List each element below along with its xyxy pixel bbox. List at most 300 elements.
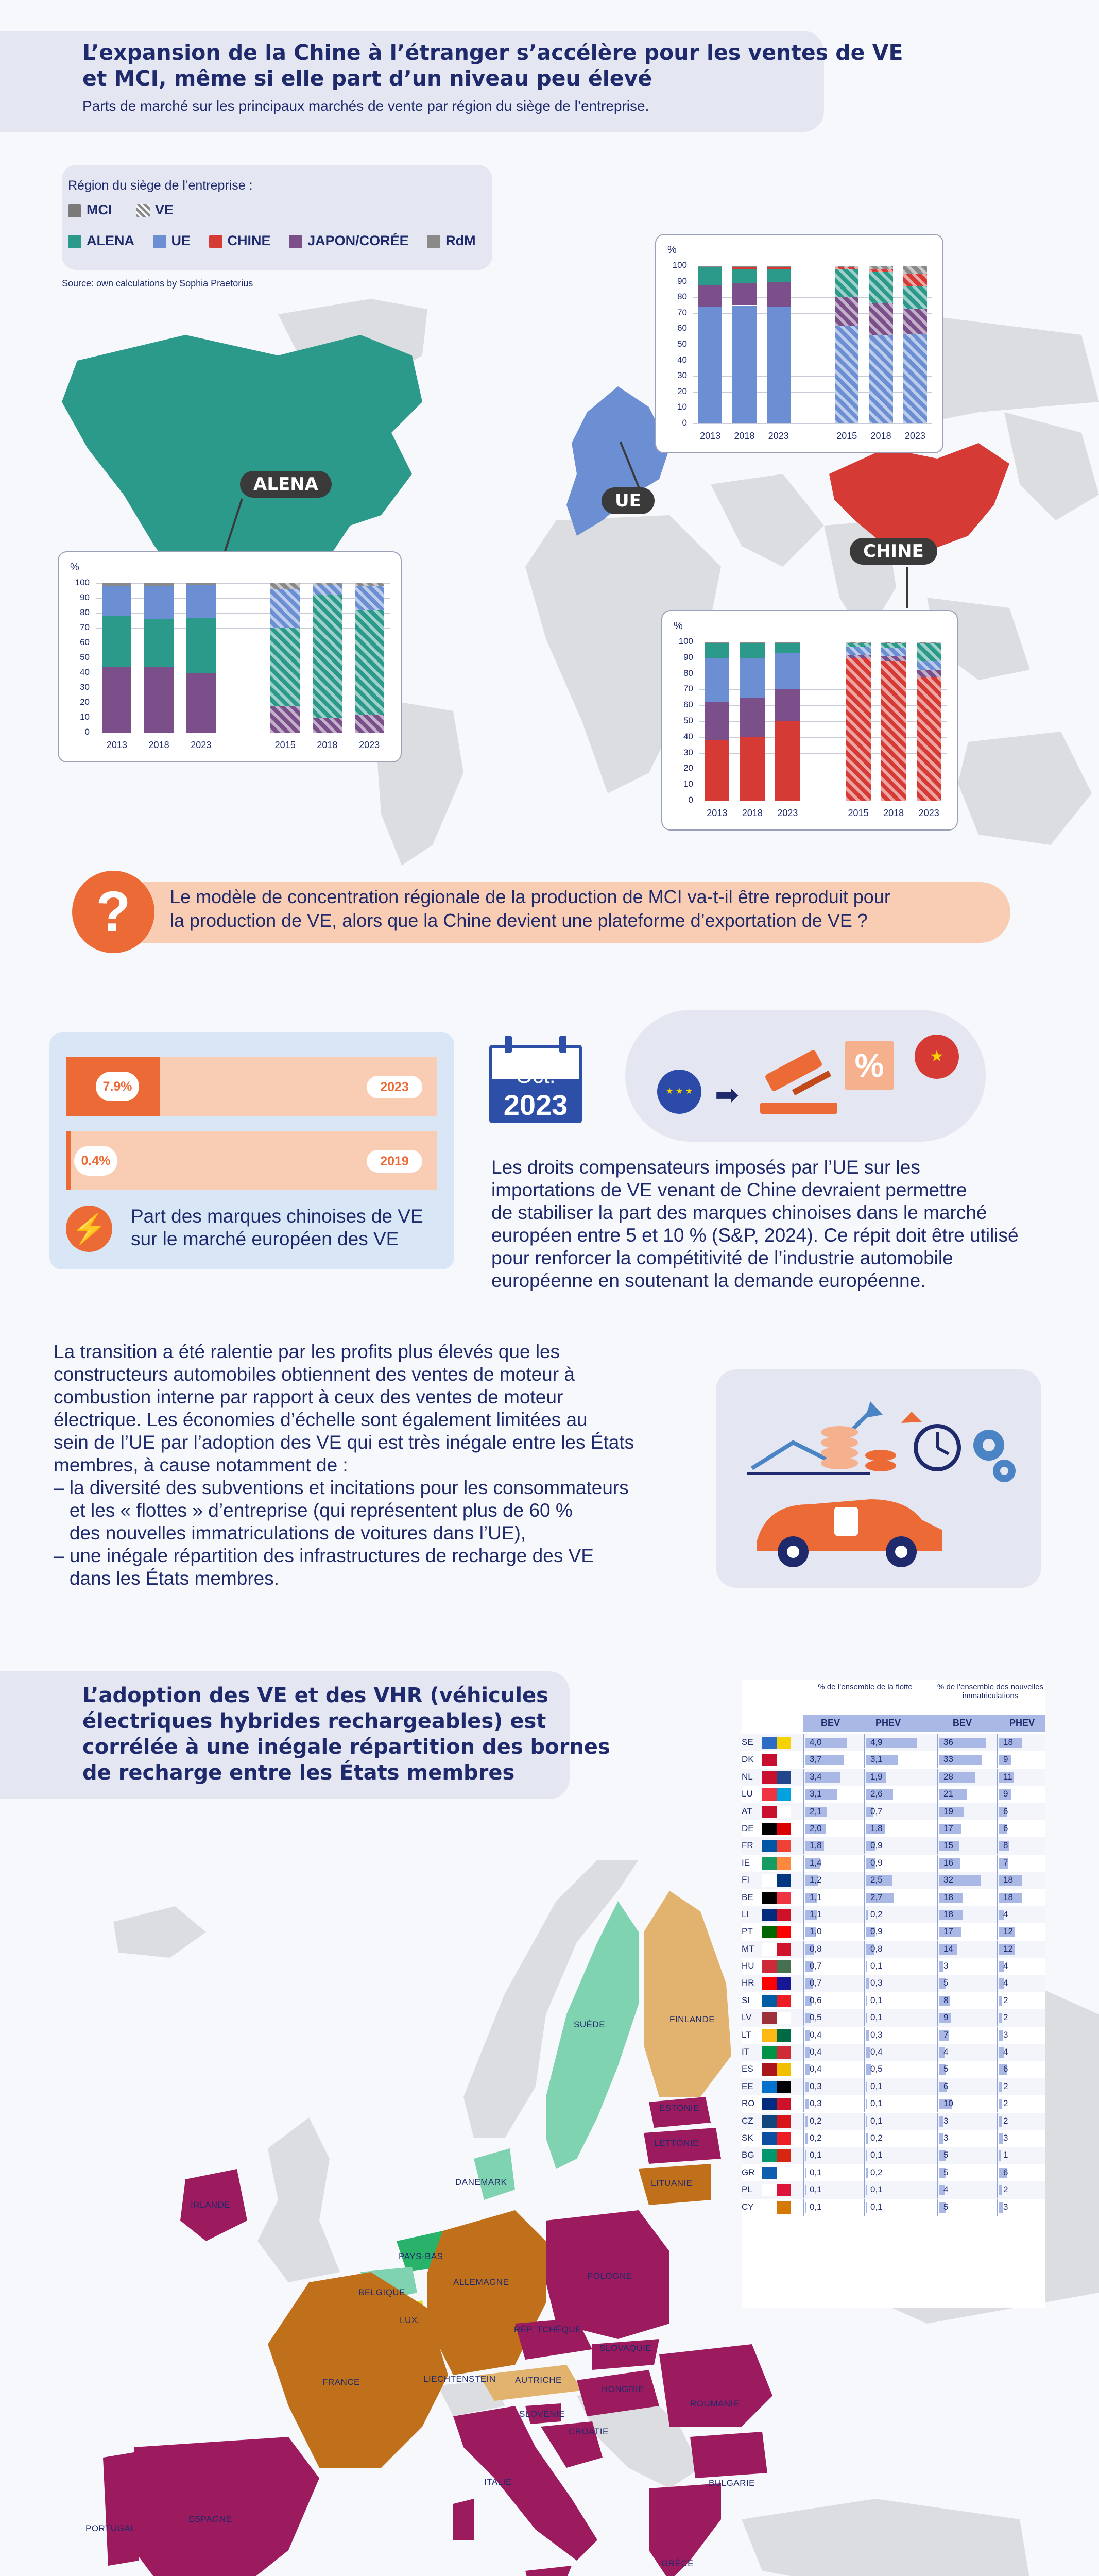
share-year-2023: 2023 <box>367 1076 422 1098</box>
table-row <box>742 1958 1045 1975</box>
table-row <box>742 1837 1045 1854</box>
chart-y-tick: 50 <box>683 716 693 725</box>
table-value: 4 <box>1003 1978 1008 1988</box>
table-value: 0,4 <box>810 2047 822 2057</box>
table-cell-fleet-phev <box>864 2130 922 2147</box>
table-value: 0,1 <box>870 2012 883 2023</box>
table-value: 12 <box>1003 1926 1013 1937</box>
table-value-bar <box>805 2185 806 2195</box>
table-cell-new-phev <box>997 1803 1055 1820</box>
table-value: 0,7 <box>870 1806 883 1816</box>
bar-segment <box>881 656 906 661</box>
country-code: SE <box>742 1737 753 1747</box>
bar-segment <box>869 269 892 272</box>
table-value: 5 <box>943 2167 949 2177</box>
table-cell-new-phev <box>997 2061 1055 2078</box>
table-value: 1,1 <box>810 1892 822 1902</box>
label-irlande: IRLANDE <box>191 2200 231 2210</box>
chine-swatch <box>209 235 222 248</box>
table-value-bar <box>866 2116 867 2127</box>
country-code: LU <box>742 1789 753 1799</box>
tariff-line-2: importations de VE venant de Chine devraient permettre <box>491 1179 967 1200</box>
chart-x-tick: 2018 <box>870 431 891 441</box>
table-cell-new-bev <box>937 2027 995 2044</box>
table-value: 33 <box>943 1754 953 1765</box>
table-value: 6 <box>943 2081 949 2091</box>
table-value: 0,8 <box>810 1943 822 1954</box>
chart-gridline <box>693 392 932 393</box>
table-cell-fleet-phev <box>864 2061 922 2078</box>
legend-region-row <box>68 233 476 249</box>
chart-y-tick: 80 <box>80 607 90 617</box>
table-value: 15 <box>943 1840 953 1851</box>
romania-shape <box>659 2344 772 2427</box>
bar-segment <box>102 616 131 667</box>
table-value: 5 <box>943 2064 949 2074</box>
label-liechtenstein: LIECHTENSTEIN <box>423 2374 496 2384</box>
page-subtitle: Parts de marché sur les principaux marchés de vente par région du siège de l’entreprise. <box>82 98 649 114</box>
turkey-shape <box>742 2499 1030 2576</box>
table-cell-fleet-phev <box>864 1872 922 1889</box>
country-code: FI <box>742 1875 750 1885</box>
table-value: 1,0 <box>810 1926 822 1937</box>
bar-segment <box>869 335 892 423</box>
country-code: CZ <box>742 2115 753 2126</box>
country-flag-icon <box>762 2115 791 2128</box>
bar-segment <box>186 673 216 733</box>
ue-swatch <box>153 235 166 248</box>
table-value: 3,7 <box>810 1754 822 1765</box>
bar-segment <box>144 586 174 619</box>
label-italie: ITALIE <box>484 2477 512 2487</box>
label-pologne: POLOGNE <box>587 2271 632 2281</box>
bar-segment <box>732 306 756 424</box>
table-value-bar <box>999 1996 1002 2006</box>
table-cell-new-bev <box>937 1872 995 1889</box>
label-finlande: FINLANDE <box>669 2014 715 2024</box>
table-value: 2,5 <box>870 1875 883 1885</box>
table-cell-new-phev <box>997 2113 1055 2130</box>
bar-segment <box>355 715 384 733</box>
bar-segment <box>767 267 791 269</box>
middle-east-shape <box>711 474 824 567</box>
col-fleet-bev: BEV <box>821 1718 840 1728</box>
table-value: 0,1 <box>810 2201 822 2212</box>
table-value: 0,1 <box>870 2081 883 2091</box>
table-row <box>742 1751 1045 1768</box>
chart-y-tick: 20 <box>677 386 687 396</box>
table-cell-new-phev <box>997 2027 1055 2044</box>
table-row <box>742 1941 1045 1958</box>
col-fleet-phev: PHEV <box>875 1718 901 1728</box>
table-row <box>742 1889 1045 1906</box>
table-cell-new-phev <box>997 1889 1055 1906</box>
table-value-bar <box>866 1910 868 1920</box>
table-cell-new-phev <box>997 2181 1055 2198</box>
chart-y-tick: 100 <box>678 636 693 646</box>
table-value-bar <box>866 2082 867 2092</box>
table-value: 0,6 <box>810 1995 822 2005</box>
country-flag-icon <box>762 2201 791 2214</box>
bar-segment <box>835 297 858 326</box>
bar-segment <box>732 283 756 306</box>
label-lettonie: LETTONIE <box>654 2138 699 2148</box>
iceland-shape <box>113 1906 206 1958</box>
table-value-bar <box>866 2133 868 2144</box>
table-value-bar <box>866 2047 870 2058</box>
table-cell-new-bev <box>937 2147 995 2164</box>
label-lituanie: LITUANIE <box>651 2178 693 2188</box>
table-value: 4 <box>943 2047 949 2057</box>
table-value-bar <box>999 2185 1002 2195</box>
chart-gridline <box>699 689 947 690</box>
bar-segment <box>775 689 800 721</box>
chart-x-tick: 2018 <box>883 808 904 818</box>
table-value: 0,1 <box>870 2115 883 2126</box>
chart-gridline <box>699 705 947 706</box>
bar-segment <box>313 718 342 733</box>
page-title-line2: et MCI, même si elle part d’un niveau peu élevé <box>82 66 652 91</box>
table-value: 12 <box>1003 1943 1013 1954</box>
chart-y-tick: 50 <box>677 339 687 349</box>
lightning-icon: ⚡ <box>66 1206 112 1252</box>
country-flag-icon <box>762 1909 791 1921</box>
table-cell-fleet-bev <box>803 2044 861 2061</box>
legend-chine-label: CHINE <box>227 233 271 248</box>
table-cell-fleet-bev <box>803 1837 861 1854</box>
table-value-bar <box>805 2202 806 2213</box>
table-value-bar <box>939 2133 943 2144</box>
chart-y-label: % <box>70 562 79 573</box>
table-value-bar <box>939 2116 943 2127</box>
bar-segment <box>775 643 800 653</box>
table-value-bar <box>805 2150 806 2161</box>
country-code: NL <box>742 1771 753 1782</box>
table-value: 4,0 <box>810 1737 822 1747</box>
table-value-bar <box>939 1961 943 1972</box>
table-cell-fleet-bev <box>803 1820 861 1837</box>
table-cell-new-phev <box>997 1751 1055 1768</box>
bar-segment <box>355 586 384 610</box>
table-value: 2 <box>1003 2098 1008 2109</box>
chart-x-tick: 2015 <box>836 431 857 441</box>
label-suede: SUÈDE <box>574 2020 606 2029</box>
table-value: 4 <box>1003 1961 1008 1971</box>
table-row <box>742 2130 1045 2147</box>
table-value-bar <box>999 2133 1003 2144</box>
table-value: 0,3 <box>870 1978 883 1988</box>
bar-segment <box>186 583 216 585</box>
bar-segment <box>835 266 858 267</box>
bar-segment <box>835 267 858 269</box>
chart-x-tick: 2023 <box>191 740 212 750</box>
table-value: 2 <box>1003 1995 1008 2005</box>
table-row <box>742 1975 1045 1992</box>
table-cell-new-bev <box>937 2199 995 2216</box>
table-cell-fleet-phev <box>864 2147 922 2164</box>
label-bulgarie: BULGARIE <box>709 2478 755 2488</box>
bar-segment <box>846 643 871 647</box>
table-value-bar <box>805 2082 809 2092</box>
table-value: 0,4 <box>870 2047 883 2057</box>
table-cell-fleet-bev <box>803 1803 861 1820</box>
table-cell-new-bev <box>937 2009 995 2026</box>
country-flag-icon <box>762 2081 791 2093</box>
table-value: 3,1 <box>810 1789 822 1799</box>
table-cell-new-phev <box>997 1906 1055 1923</box>
label-france: FRANCE <box>322 2377 360 2387</box>
table-value: 0,1 <box>870 1995 883 2005</box>
legend-ve-label: VE <box>155 202 174 217</box>
table-value: 2,1 <box>810 1806 822 1816</box>
table-value: 11 <box>1003 1771 1012 1782</box>
table-cell-fleet-phev <box>864 2027 922 2044</box>
bar-segment <box>767 266 791 267</box>
table-row <box>742 1820 1045 1837</box>
table-row <box>742 1906 1045 1923</box>
table-cell-fleet-phev <box>864 2164 922 2181</box>
chart-gridline <box>693 297 932 298</box>
table-value: 0,4 <box>810 2029 822 2040</box>
table-cell-new-bev <box>937 1958 995 1975</box>
table-value: 0,5 <box>810 2012 822 2023</box>
table-value: 5 <box>943 2201 949 2212</box>
tariff-line-6: européenne en soutenant la demande européenne. <box>491 1270 926 1291</box>
chart-x-tick: 2015 <box>274 740 296 750</box>
table-cell-new-bev <box>937 1889 995 1906</box>
share-year-2019: 2019 <box>367 1150 422 1173</box>
table-cell-new-phev <box>997 1786 1055 1803</box>
country-flag-icon <box>762 1823 791 1835</box>
table-row <box>742 1872 1045 1889</box>
chart-y-tick: 10 <box>677 402 687 412</box>
table-value: 2 <box>1003 2184 1008 2195</box>
chart-gridline <box>693 313 932 314</box>
table-value: 6 <box>1003 2064 1008 2074</box>
country-flag-icon <box>762 2167 791 2179</box>
table-value: 0,2 <box>810 2115 822 2126</box>
chart-y-tick: 40 <box>683 731 693 741</box>
chart-y-tick: 30 <box>683 747 693 757</box>
table-value-bar <box>999 2150 1001 2161</box>
table-value: 0,9 <box>870 1926 883 1937</box>
country-flag-icon <box>762 1737 791 1749</box>
finland-shape <box>644 1891 731 2097</box>
tariff-line-3: de stabiliser la part des marques chinoises dans le marché <box>491 1202 987 1223</box>
chart-y-tick: 40 <box>80 667 90 677</box>
table-value: 6 <box>1003 1806 1008 1816</box>
bar-segment <box>917 661 941 670</box>
table-cell-fleet-bev <box>803 1992 861 2009</box>
bar-segment <box>144 619 174 667</box>
country-code: FR <box>742 1840 753 1851</box>
table-value: 1,8 <box>810 1840 822 1851</box>
table-cell-new-bev <box>937 1855 995 1872</box>
table-cell-new-phev <box>997 2009 1055 2026</box>
transition-line-9: des nouvelles immatriculations de voitures dans l’UE), <box>54 1522 526 1544</box>
table-value: 1,8 <box>870 1823 883 1833</box>
transition-line-7: – la diversité des subventions et incitations pour les consommateurs <box>54 1477 629 1498</box>
table-cell-new-bev <box>937 2181 995 2198</box>
country-flag-icon <box>762 1943 791 1956</box>
bar-segment <box>881 642 906 643</box>
bar-segment <box>917 642 941 643</box>
table-value: 3 <box>943 2115 949 2126</box>
table-value-bar <box>866 2013 867 2023</box>
table-value: 2 <box>1003 2012 1008 2023</box>
legend-alena-label: ALENA <box>87 233 134 248</box>
bar-segment <box>698 267 722 285</box>
table-cell-new-phev <box>997 1820 1055 1837</box>
label-lux: LUX. <box>400 2315 420 2325</box>
table-cell-new-phev <box>997 2199 1055 2216</box>
table-value-bar <box>999 2013 1002 2023</box>
table-value: 2 <box>1003 2115 1008 2126</box>
table-row <box>742 1923 1045 1940</box>
chart-ue <box>655 234 943 453</box>
bar-segment <box>903 274 927 286</box>
pin-chine: CHINE <box>850 538 937 565</box>
table-cell-new-phev <box>997 1992 1055 2009</box>
legend-mci-label: MCI <box>87 202 112 217</box>
chart-y-tick: 30 <box>677 370 687 381</box>
ev-table-header-new: % de l’ensemble des nouvelles immatriculations <box>937 1683 1043 1700</box>
bar-segment <box>881 648 906 656</box>
chart-y-label: % <box>667 244 677 256</box>
bar-segment <box>705 702 729 740</box>
table-value: 1,9 <box>870 1771 883 1782</box>
country-flag-icon <box>762 1857 791 1870</box>
table-value: 1 <box>1003 2150 1008 2160</box>
table-value-bar <box>805 2168 806 2178</box>
chart-gridline <box>693 423 932 424</box>
country-flag-icon <box>762 1874 791 1887</box>
table-row <box>742 1786 1045 1803</box>
country-code: ES <box>742 2064 753 2074</box>
tariff-line-4: européen entre 5 et 10 % (S&P, 2024). Ce répit doit être utilisé <box>491 1225 1019 1246</box>
table-cell-new-bev <box>937 2095 995 2112</box>
label-roumanie: ROUMANIE <box>690 2399 740 2409</box>
country-code: AT <box>742 1806 752 1816</box>
table-cell-new-bev <box>937 1837 995 1854</box>
chart-y-label: % <box>674 620 683 632</box>
table-cell-fleet-bev <box>803 1769 861 1786</box>
table-cell-new-bev <box>937 2044 995 2061</box>
table-value: 4 <box>943 2184 949 2195</box>
country-code: MT <box>742 1943 754 1954</box>
table-cell-new-phev <box>997 1855 1055 1872</box>
adoption-title-line1: L’adoption des VE et des VHR (véhicules <box>82 1684 548 1707</box>
chart-x-tick: 2018 <box>742 808 763 818</box>
ev-table-colheads <box>803 1715 1045 1732</box>
page-title-line1: L’expansion de la Chine à l’étranger s’accélère pour les ventes de VE <box>82 40 903 65</box>
table-cell-new-bev <box>937 2113 995 2130</box>
col-new-phev: PHEV <box>1009 1718 1035 1728</box>
chart-gridline <box>96 598 390 599</box>
table-value: 28 <box>943 1771 953 1782</box>
share-value-2023: 7.9% <box>96 1072 139 1101</box>
table-cell-new-phev <box>997 2095 1055 2112</box>
chart-gridline <box>699 721 947 722</box>
transition-line-10: – une inégale répartition des infrastructures de recharge des VE <box>54 1545 594 1566</box>
table-value-bar <box>999 2082 1002 2092</box>
table-value: 0,2 <box>870 1909 883 1919</box>
bar-segment <box>270 589 300 628</box>
bar-segment <box>732 269 756 283</box>
table-value: 5 <box>943 1978 949 1988</box>
bar-segment <box>144 667 174 733</box>
table-cell-new-bev <box>937 1786 995 1803</box>
table-row <box>742 2113 1045 2130</box>
transition-text <box>54 1341 634 1590</box>
table-cell-new-phev <box>997 1958 1055 1975</box>
bar-segment <box>740 737 765 801</box>
label-allemagne: ALLEMAGNE <box>453 2277 509 2287</box>
table-value: 9 <box>943 2012 949 2023</box>
bar-segment <box>705 642 729 643</box>
table-value-bar <box>866 1961 867 1972</box>
label-autriche: AUTRICHE <box>515 2375 562 2385</box>
share-caption-line2: sur le marché européen des VE <box>131 1228 399 1249</box>
table-cell-new-phev <box>997 2130 1055 2147</box>
australia-shape <box>958 732 1092 845</box>
sicily-shape <box>525 2566 572 2576</box>
table-value: 0,5 <box>870 2064 883 2074</box>
table-value-bar <box>805 2133 808 2144</box>
table-value-bar <box>866 2185 867 2195</box>
chart-alena <box>58 551 402 762</box>
bar-segment <box>102 586 131 616</box>
table-cell-fleet-bev <box>803 2095 861 2112</box>
country-code: SI <box>742 1995 750 2005</box>
table-cell-new-bev <box>937 1769 995 1786</box>
question-mark-icon: ? <box>96 880 131 943</box>
table-cell-fleet-bev <box>803 1872 861 1889</box>
chart-gridline <box>96 583 390 584</box>
table-value: 3,4 <box>810 1771 822 1782</box>
legend-rdm-label: RdM <box>445 233 476 248</box>
tariff-line-5: pour renforcer la compétitivité de l’industrie automobile <box>491 1247 953 1268</box>
table-value-bar <box>805 2099 809 2109</box>
country-flag-icon <box>762 2046 791 2059</box>
chart-y-tick: 60 <box>683 700 693 710</box>
question-line1: Le modèle de concentration régionale de la production de MCI va-t-il être reproduit pour <box>170 886 890 907</box>
calendar-icon <box>489 1036 582 1123</box>
bar-segment <box>732 266 756 267</box>
label-paysbas: PAYS-BAS <box>399 2251 443 2261</box>
label-danemark: DANEMARK <box>455 2177 507 2187</box>
table-cell-new-bev <box>937 1941 995 1958</box>
table-value: 4 <box>1003 2047 1008 2057</box>
legend-type-row <box>68 202 174 218</box>
bar-segment <box>869 272 892 303</box>
table-value: 0,1 <box>870 2184 883 2195</box>
table-value: 3 <box>1003 2132 1008 2143</box>
table-cell-fleet-bev <box>803 1906 861 1923</box>
table-cell-fleet-phev <box>864 1906 922 1923</box>
chart-y-tick: 30 <box>80 682 90 692</box>
table-value-bar <box>866 2150 867 2161</box>
chart-gridline <box>699 753 947 754</box>
table-value: 8 <box>1003 1840 1008 1851</box>
bar-segment <box>740 642 765 643</box>
table-cell-fleet-phev <box>864 2044 922 2061</box>
table-value: 18 <box>1003 1875 1013 1885</box>
table-cell-new-phev <box>997 2147 1055 2164</box>
label-grece: GRÈCE <box>661 2558 694 2568</box>
east-asia-shape <box>1004 412 1099 520</box>
bar-segment <box>881 643 906 648</box>
